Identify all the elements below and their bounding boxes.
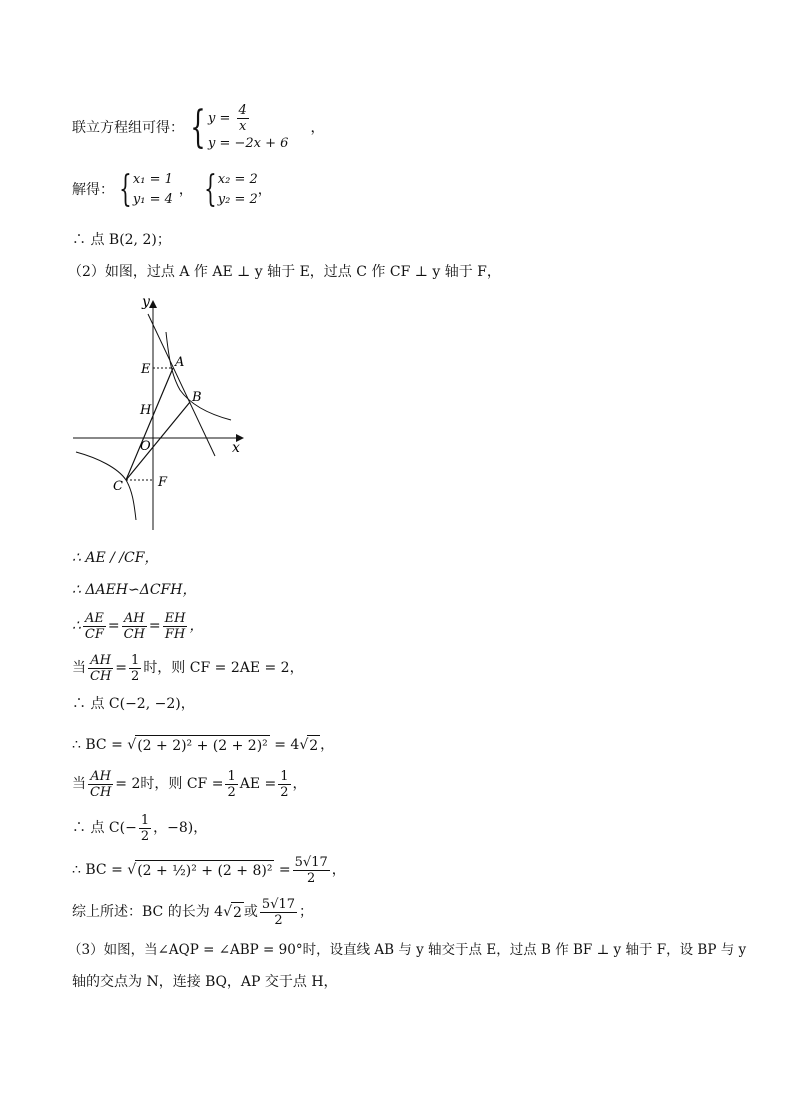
point-a-label: A [175, 355, 185, 370]
x-axis-label: x [232, 440, 240, 456]
solution-prefix: 解得： [72, 182, 114, 198]
bc-case1-line: ∴ BC = √ (2 + 2)² + (2 + 2)² = 4 √ 2 ， [72, 730, 334, 760]
segment-cb [126, 402, 190, 480]
hyperbola-branch-1 [166, 332, 231, 420]
y-axis-label: y [142, 294, 150, 310]
point-c-case1: ∴ 点 C(−2, −2)， [72, 696, 195, 712]
solution-1: x₁ = 1 y₁ = 4 [132, 172, 173, 207]
point-h-label: H [140, 403, 152, 418]
system-suffix: ， [310, 120, 325, 136]
system-prefix: 联立方程组可得： [72, 120, 184, 136]
point-b-line: ∴ 点 B(2, 2)； [72, 232, 171, 248]
conclusion-line: 综上所述：BC 的长为 4 √ 2 或 $\frac{5√17}{2}$ ； [72, 896, 314, 928]
case1-line: 当 $\frac{AH}{CH}$ = $\frac{1}{2}$ 时，则 CF = 2AE = 2， [72, 652, 304, 684]
origin-label: O [140, 439, 151, 454]
bc-case2-line: ∴ BC = √ (2 + ½)² + (2 + 8)² = $\frac{5√17}{2}$ ， [72, 854, 346, 886]
similar-triangles-line: ∴ ΔAEH∽ΔCFH， [72, 582, 197, 598]
system-equations [208, 103, 288, 154]
hyperbola-branch-2 [76, 452, 136, 520]
part2-intro: （2）如图，过点 A 作 AE ⊥ y 轴于 E，过点 C 作 CF ⊥ y 轴于 F， [68, 264, 501, 280]
left-brace: { [190, 102, 206, 153]
case2-line: 当 $\frac{AH}{CH}$ = 2时，则 CF = $\frac{1}{2}$ AE = $\frac{1}{2}$ ， [72, 768, 307, 800]
line-ab [148, 314, 215, 456]
solution-2: x₂ = 2 y₂ = 2 [217, 172, 258, 207]
point-b-label: B [192, 390, 202, 405]
ratio-line: ∴ $\frac{AE}{CF}$ = $\frac{AH}{CH}$ = $\frac{EH}{FH}$ ， [72, 610, 204, 642]
point-c-case2: ∴ 点 C(− $\frac{1}{2}$ ，−8)， [72, 812, 208, 844]
equation-2: y = −2x + 6 [208, 135, 289, 151]
equation-system-line [72, 100, 324, 156]
parallel-line: ∴ AE / /CF， [72, 550, 159, 566]
point-e-label: E [141, 362, 151, 377]
coordinate-figure [68, 290, 253, 535]
part3-continue: 轴的交点为 N，连接 BQ，AP 交于点 H， [72, 974, 338, 990]
part3-intro: （3）如图，当∠AQP = ∠ABP = 90°时，设直线 AB 与 y 轴交于点 E，过点 B 作 BF ⊥ y 轴于 F，设 BP 与 y [68, 942, 747, 958]
solution-line: 解得： { x₁ = 1 y₁ = 4 ， { x₂ = 2 y₂ = 2 ， [72, 169, 272, 210]
equation-1: y = $\frac{4}{x}$ [208, 102, 247, 134]
point-c-label: C [113, 479, 123, 494]
segment-ca [126, 368, 173, 480]
point-f-label: F [158, 475, 168, 490]
